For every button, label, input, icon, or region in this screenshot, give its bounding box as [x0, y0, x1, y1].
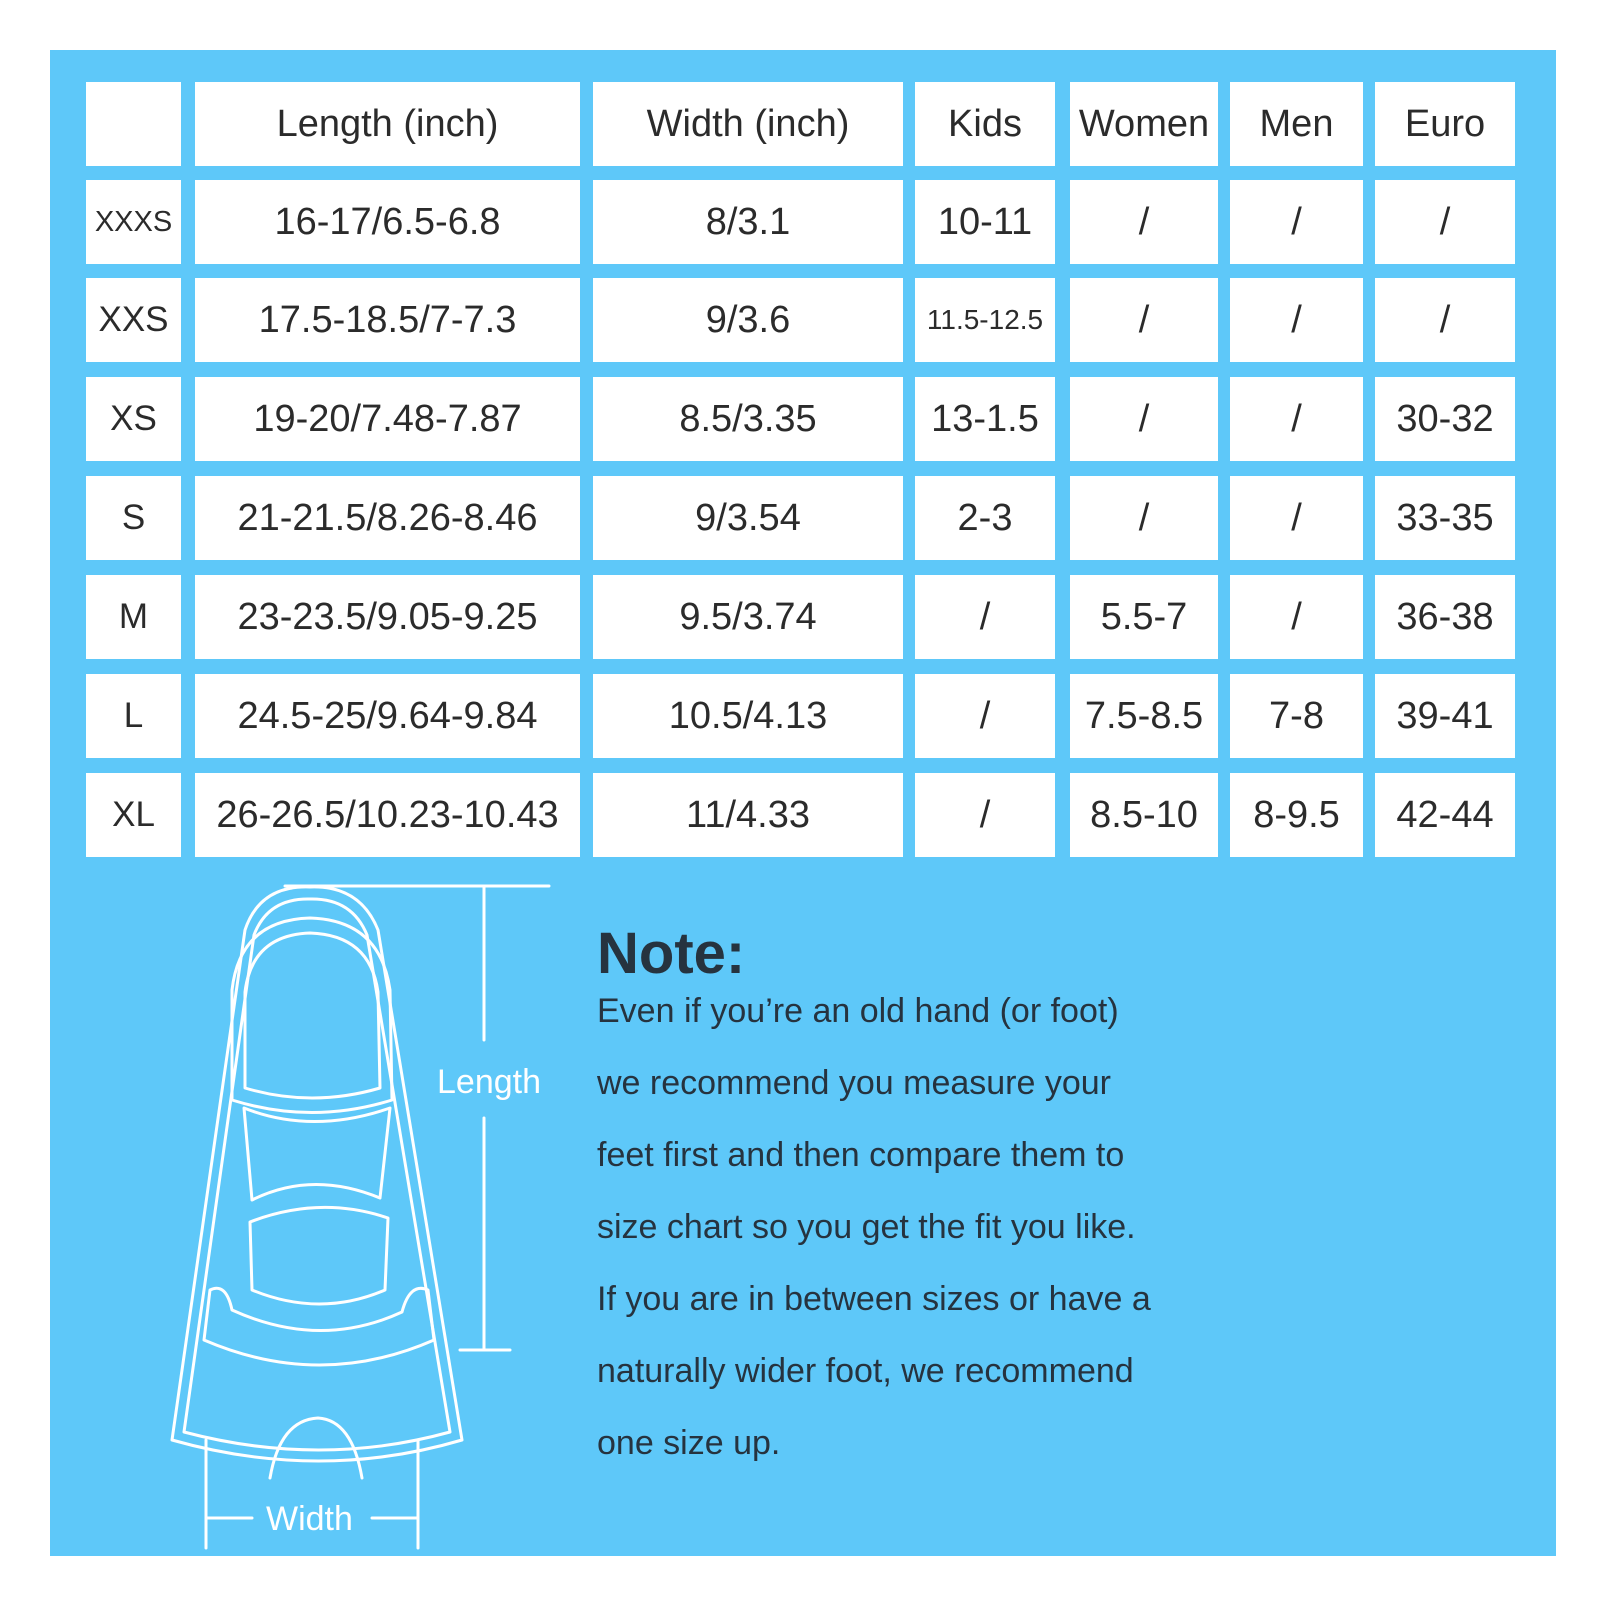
foot-pocket-inner: [245, 933, 380, 1098]
header-euro: Euro: [1375, 82, 1515, 166]
cell-men: /: [1230, 180, 1363, 264]
cell-length: 26-26.5/10.23-10.43: [195, 773, 580, 857]
cell-length: 24.5-25/9.64-9.84: [195, 674, 580, 758]
cell-size: XL: [86, 773, 181, 857]
cell-kids: 2-3: [915, 476, 1055, 560]
header-width: Width (inch): [593, 82, 903, 166]
cell-size: XXS: [86, 278, 181, 362]
cell-women: /: [1070, 377, 1218, 461]
cell-size: XS: [86, 377, 181, 461]
cell-size: M: [86, 575, 181, 659]
cell-euro: 33-35: [1375, 476, 1515, 560]
note-line: we recommend you measure your: [597, 1064, 1112, 1102]
cell-euro: /: [1375, 278, 1515, 362]
cell-euro: 42-44: [1375, 773, 1515, 857]
note-line: one size up.: [597, 1424, 781, 1462]
width-label: Width: [266, 1500, 353, 1538]
cell-men: 7-8: [1230, 674, 1363, 758]
cell-kids: /: [915, 773, 1055, 857]
vent-upper: [244, 1108, 390, 1200]
cell-length: 16-17/6.5-6.8: [195, 180, 580, 264]
cell-women: /: [1070, 278, 1218, 362]
cell-men: 8-9.5: [1230, 773, 1363, 857]
length-label: Length: [437, 1063, 541, 1101]
cell-length: 21-21.5/8.26-8.46: [195, 476, 580, 560]
cell-width: 9/3.54: [593, 476, 903, 560]
note-line: naturally wider foot, we recommend: [597, 1352, 1134, 1390]
cell-kids: 11.5-12.5: [915, 278, 1055, 362]
cell-men: /: [1230, 575, 1363, 659]
cell-width: 8/3.1: [593, 180, 903, 264]
cell-kids: 13-1.5: [915, 377, 1055, 461]
cell-euro: /: [1375, 180, 1515, 264]
cell-women: 7.5-8.5: [1070, 674, 1218, 758]
cell-men: /: [1230, 377, 1363, 461]
header-women: Women: [1070, 82, 1218, 166]
cell-women: 5.5-7: [1070, 575, 1218, 659]
vent-lower: [204, 1288, 434, 1365]
cell-width: 11/4.33: [593, 773, 903, 857]
cell-width: 8.5/3.35: [593, 377, 903, 461]
note-line: Even if you’re an old hand (or foot): [597, 992, 1119, 1030]
fin-outline: [172, 887, 462, 1461]
cell-women: /: [1070, 180, 1218, 264]
cell-women: 8.5-10: [1070, 773, 1218, 857]
cell-kids: /: [915, 674, 1055, 758]
cell-women: /: [1070, 476, 1218, 560]
cell-width: 10.5/4.13: [593, 674, 903, 758]
cell-width: 9/3.6: [593, 278, 903, 362]
cell-men: /: [1230, 476, 1363, 560]
cell-kids: 10-11: [915, 180, 1055, 264]
fin-outline-inner: [184, 899, 450, 1450]
cell-length: 17.5-18.5/7-7.3: [195, 278, 580, 362]
cell-width: 9.5/3.74: [593, 575, 903, 659]
vent-middle: [250, 1207, 388, 1304]
cell-length: 23-23.5/9.05-9.25: [195, 575, 580, 659]
note-line: If you are in between sizes or have a: [597, 1280, 1151, 1318]
note-line: feet first and then compare them to: [597, 1136, 1125, 1174]
note-line: size chart so you get the fit you like.: [597, 1208, 1136, 1246]
header-length: Length (inch): [195, 82, 580, 166]
header-kids: Kids: [915, 82, 1055, 166]
cell-euro: 30-32: [1375, 377, 1515, 461]
cell-euro: 36-38: [1375, 575, 1515, 659]
cell-euro: 39-41: [1375, 674, 1515, 758]
cell-size: S: [86, 476, 181, 560]
cell-kids: /: [915, 575, 1055, 659]
cell-size: L: [86, 674, 181, 758]
cell-men: /: [1230, 278, 1363, 362]
cell-length: 19-20/7.48-7.87: [195, 377, 580, 461]
note-title: Note:: [597, 921, 746, 986]
cell-size: XXXS: [86, 180, 181, 264]
header-men: Men: [1230, 82, 1363, 166]
